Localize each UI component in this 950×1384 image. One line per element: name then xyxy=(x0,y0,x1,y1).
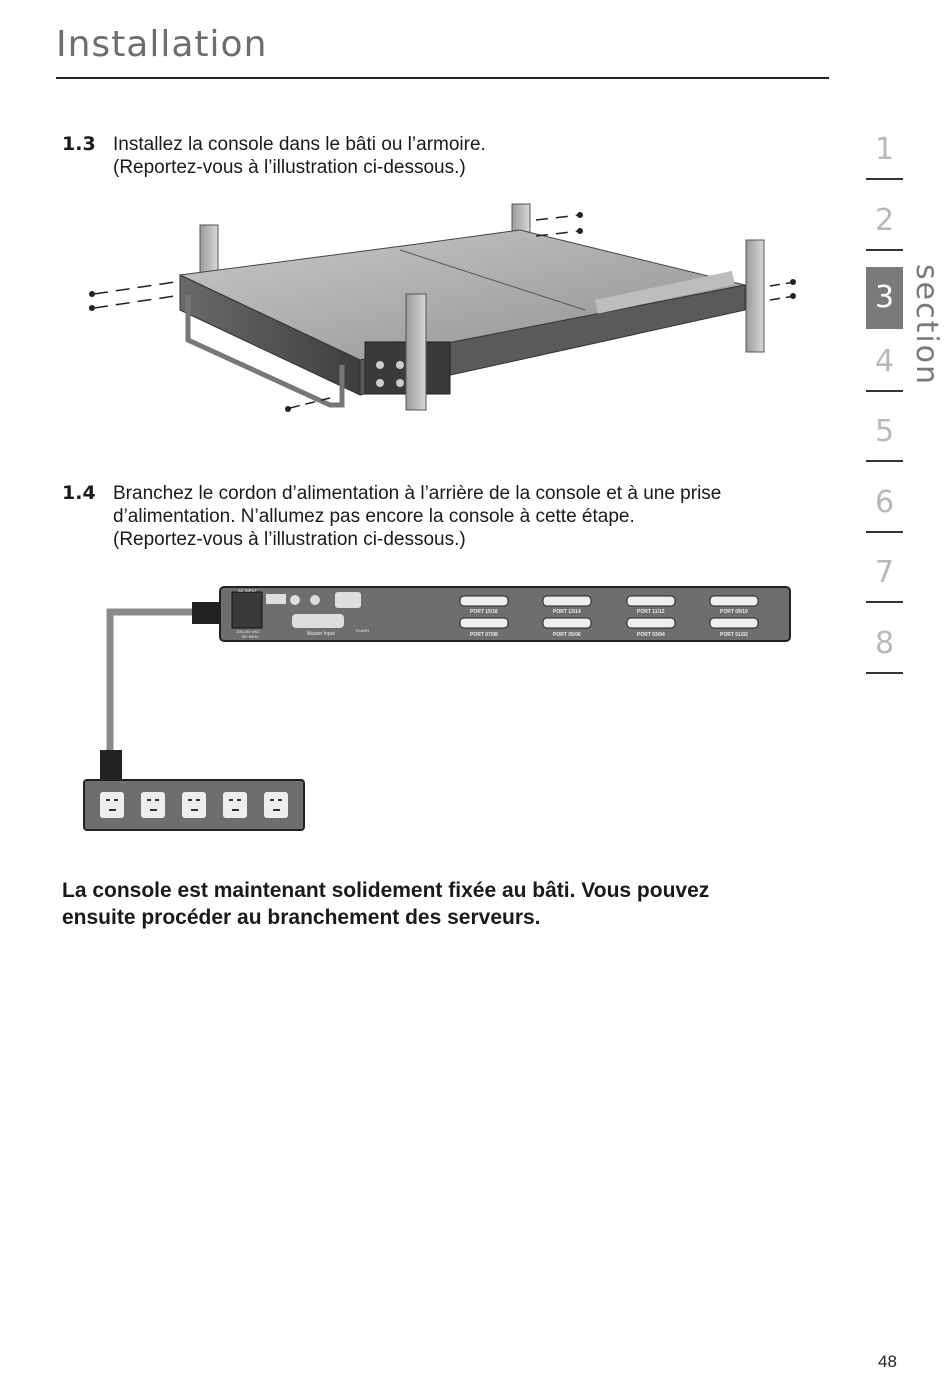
section-tab-5[interactable] xyxy=(866,412,904,483)
section-number: 2 xyxy=(874,202,895,238)
nav-divider xyxy=(866,531,903,533)
step-line: (Reportez-vous à l’illustration ci-dessous.) xyxy=(113,529,466,550)
section-number: 5 xyxy=(874,414,895,449)
section-tab-3[interactable] xyxy=(866,271,904,342)
master-input-label: Master Input xyxy=(307,631,335,637)
step-line: d’alimentation. N’allumez pas encore la console à cette étape. xyxy=(113,506,635,527)
nav-divider xyxy=(866,672,903,674)
voltage-label: 100-240 VAC xyxy=(236,629,260,634)
flash-label: FLASH xyxy=(356,628,369,633)
conclusion-line: La console est maintenant solidement fixée au bâti. Vous pouvez xyxy=(62,879,710,902)
step-text xyxy=(113,133,793,179)
conclusion-line: ensuite procéder au branchement des serveurs. xyxy=(62,906,541,929)
section-tab-1[interactable] xyxy=(866,130,904,201)
hz-label: 50~60Hz xyxy=(242,634,259,639)
nav-divider xyxy=(866,460,903,462)
section-number: 4 xyxy=(874,343,895,379)
rack-mount-illustration xyxy=(80,200,800,430)
section-tab-6[interactable] xyxy=(866,483,904,554)
nav-divider xyxy=(866,178,903,180)
section-tab-4[interactable] xyxy=(866,342,904,413)
section-label: section xyxy=(909,264,944,387)
port-label: PORT 13/14 xyxy=(553,609,581,615)
section-number: 7 xyxy=(874,555,895,590)
header-divider xyxy=(56,77,829,79)
step-number: 1.4 xyxy=(62,482,96,504)
step-line: (Reportez-vous à l’illustration ci-dessous.) xyxy=(113,157,466,178)
ac-input-label: AC INPUT xyxy=(238,588,257,593)
port-label: PORT 05/06 xyxy=(553,632,581,638)
section-tab-2[interactable] xyxy=(866,201,904,272)
port-label: PORT 09/10 xyxy=(720,609,748,615)
section-number: 8 xyxy=(874,625,895,661)
conclusion-text xyxy=(62,877,822,931)
nav-divider xyxy=(866,601,903,603)
port-label: PORT 03/04 xyxy=(637,632,665,638)
section-number: 6 xyxy=(874,484,895,520)
page-number: 48 xyxy=(878,1352,897,1371)
section-tab-7[interactable] xyxy=(866,553,904,624)
power-connection-illustration xyxy=(80,580,800,840)
nav-divider xyxy=(866,390,903,392)
port-label: PORT 01/02 xyxy=(720,632,748,638)
step-number: 1.3 xyxy=(62,133,96,155)
port-label: PORT 11/12 xyxy=(637,609,665,615)
section-number: 1 xyxy=(874,132,895,167)
step-line: Installez la console dans le bâti ou l’armoire. xyxy=(113,134,486,155)
step-line: Branchez le cordon d’alimentation à l’arrière de la console et à une prise xyxy=(113,483,722,504)
page-header-title: Installation xyxy=(56,24,268,65)
step-text xyxy=(113,482,793,551)
port-label: PORT 07/08 xyxy=(470,632,498,638)
section-tab-8[interactable] xyxy=(866,624,904,695)
port-label: PORT 15/16 xyxy=(470,609,498,615)
nav-divider xyxy=(866,249,903,251)
section-nav xyxy=(866,130,904,694)
section-number: 3 xyxy=(866,267,903,329)
